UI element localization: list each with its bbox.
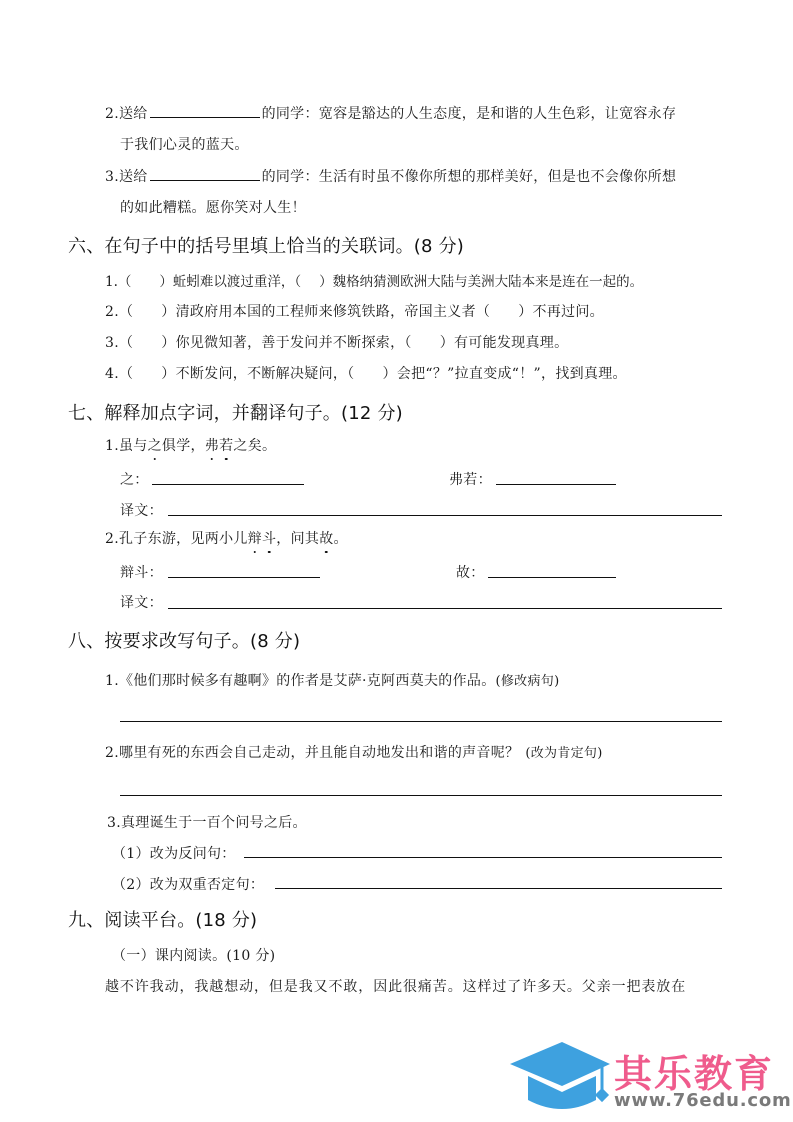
item-text: ）蚯蚓难以渡过重洋，（ [159, 274, 302, 290]
sentence-part: 孔子东游，见两小儿 [118, 531, 248, 547]
sec6-item-4 [105, 363, 627, 383]
item-text: ）不再过问。 [518, 304, 604, 320]
sec8-q3: 3.真理诞生于一百个问号之后。 [107, 815, 307, 831]
fill-blank[interactable] [150, 166, 260, 181]
sec7-q2-label-translation: 译文： [120, 595, 163, 611]
item-number: 1. [105, 438, 119, 454]
sec6-item-2 [105, 301, 604, 321]
paren-open: （ [118, 335, 134, 351]
item-prefix: 送给 [118, 169, 148, 185]
item-prefix: 送给 [118, 106, 148, 122]
item-number: 2. [105, 106, 119, 122]
answer-line-translation-1[interactable] [168, 515, 722, 516]
fill-blank[interactable] [150, 103, 260, 118]
item-text: 的同学：生活有时虽不像你所想的那样美好，但是也不会像你所想 [261, 169, 677, 185]
item-text: ）魏格纳猜测欧洲大陆与美洲大陆本来是连在一起的。 [319, 274, 644, 290]
section-7-heading: 七、解释加点字词，并翻译句子。(12 分) [68, 403, 403, 424]
answer-line-zhi[interactable] [152, 484, 304, 485]
answer-line-gu[interactable] [488, 577, 616, 578]
sec5-item-3-line1 [105, 166, 676, 186]
dotted-char: 斗 [262, 528, 276, 548]
sec6-item-1 [105, 270, 643, 290]
item-number: 3. [105, 335, 119, 351]
item-text: 的同学：宽容是豁达的人生态度，是和谐的人生色彩，让宽容永存 [261, 106, 677, 122]
sec5-item-2-line1 [105, 103, 676, 123]
answer-line-sec8-q1[interactable] [120, 721, 722, 722]
dotted-char: 之 [148, 435, 162, 455]
dotted-char: 若 [219, 435, 233, 455]
item-text: ）你见微知著，善于发问并不断探索，（ [161, 335, 412, 351]
section-9-heading: 九、阅读平台。(18 分) [68, 910, 258, 931]
item-number: 3. [105, 169, 119, 185]
sentence-part: ，问其 [276, 531, 320, 547]
sec7-q1-label-fuoruo: 弗若： [449, 472, 492, 488]
sec5-item-2-line2: 于我们心灵的蓝天。 [120, 137, 249, 153]
dotted-char: 辩 [248, 528, 262, 548]
item-number: 2. [105, 304, 119, 320]
sentence-part: 虽与 [118, 438, 148, 454]
item-text: ）清政府用本国的工程师来修筑铁路，帝国主义者（ [161, 304, 491, 320]
dotted-char: 故 [319, 528, 333, 548]
sentence-part: 之矣。 [233, 438, 277, 454]
section-6-heading: 六、在句子中的括号里填上恰当的关联词。(8 分) [68, 236, 465, 257]
item-number: 1. [105, 274, 118, 290]
paren-open: （ [118, 366, 134, 382]
question-text: 2.哪里有死的东西会自己走动，并且能自动地发出和谐的声音呢？ [105, 745, 520, 761]
section-8-heading: 八、按要求改写句子。(8 分) [68, 631, 301, 652]
sec8-q3-sub1-label: （1）改为反问句： [112, 846, 236, 862]
sec5-item-3-line2: 的如此糟糕。愿你笑对人生！ [120, 200, 306, 216]
item-text: ）会把“？”拉直变成“！”，找到真理。 [382, 366, 627, 382]
answer-line-fuoruo[interactable] [496, 484, 616, 485]
sec7-q2-sentence [105, 528, 348, 548]
dotted-char: 弗 [205, 435, 219, 455]
item-text: ）有可能发现真理。 [439, 335, 569, 351]
sec6-item-3 [105, 332, 568, 352]
sec8-q2 [105, 742, 603, 762]
item-number: 2. [105, 531, 119, 547]
section-9-subheading: （一）课内阅读。(10 分) [112, 948, 276, 964]
question-hint: (修改病句) [495, 674, 560, 689]
answer-line-translation-2[interactable] [168, 608, 722, 609]
sentence-part: 。 [333, 531, 348, 547]
item-text: ）不断发问，不断解决疑问，（ [161, 366, 355, 382]
sec7-q1-sentence [105, 435, 276, 455]
sec7-q2-label-biandou: 辩斗： [120, 565, 163, 581]
sec8-q1 [105, 670, 559, 690]
question-hint: (改为肯定句) [525, 746, 603, 761]
graduation-cap-icon [510, 1042, 610, 1116]
sec7-q1-label-zhi: 之： [120, 472, 149, 488]
answer-line-sec8-q2[interactable] [120, 795, 722, 796]
watermark-title: 其乐教育 [614, 1052, 775, 1096]
item-number: 4. [105, 366, 119, 382]
answer-line-sec8-q3-sub1[interactable] [244, 857, 722, 858]
sec7-q1-label-translation: 译文： [120, 503, 163, 519]
paren-open: （ [118, 304, 134, 320]
watermark-url: www.76edu.com [614, 1090, 792, 1111]
sec7-q2-label-gu: 故： [456, 565, 485, 581]
reading-passage-line: 越不许我动，我越想动，但是我又不敢，因此很痛苦。这样过了许多天。父亲一把表放在 [105, 979, 687, 995]
answer-line-sec8-q3-sub2[interactable] [275, 888, 722, 889]
answer-line-biandou[interactable] [168, 577, 320, 578]
question-text: 1.《他们那时候多有趣啊》的作者是艾萨·克阿西莫夫的作品。 [105, 673, 496, 689]
sentence-part: 俱学， [161, 438, 205, 454]
paren-open: （ [117, 274, 132, 290]
sec8-q3-sub2-label: （2）改为双重否定句： [112, 877, 265, 893]
